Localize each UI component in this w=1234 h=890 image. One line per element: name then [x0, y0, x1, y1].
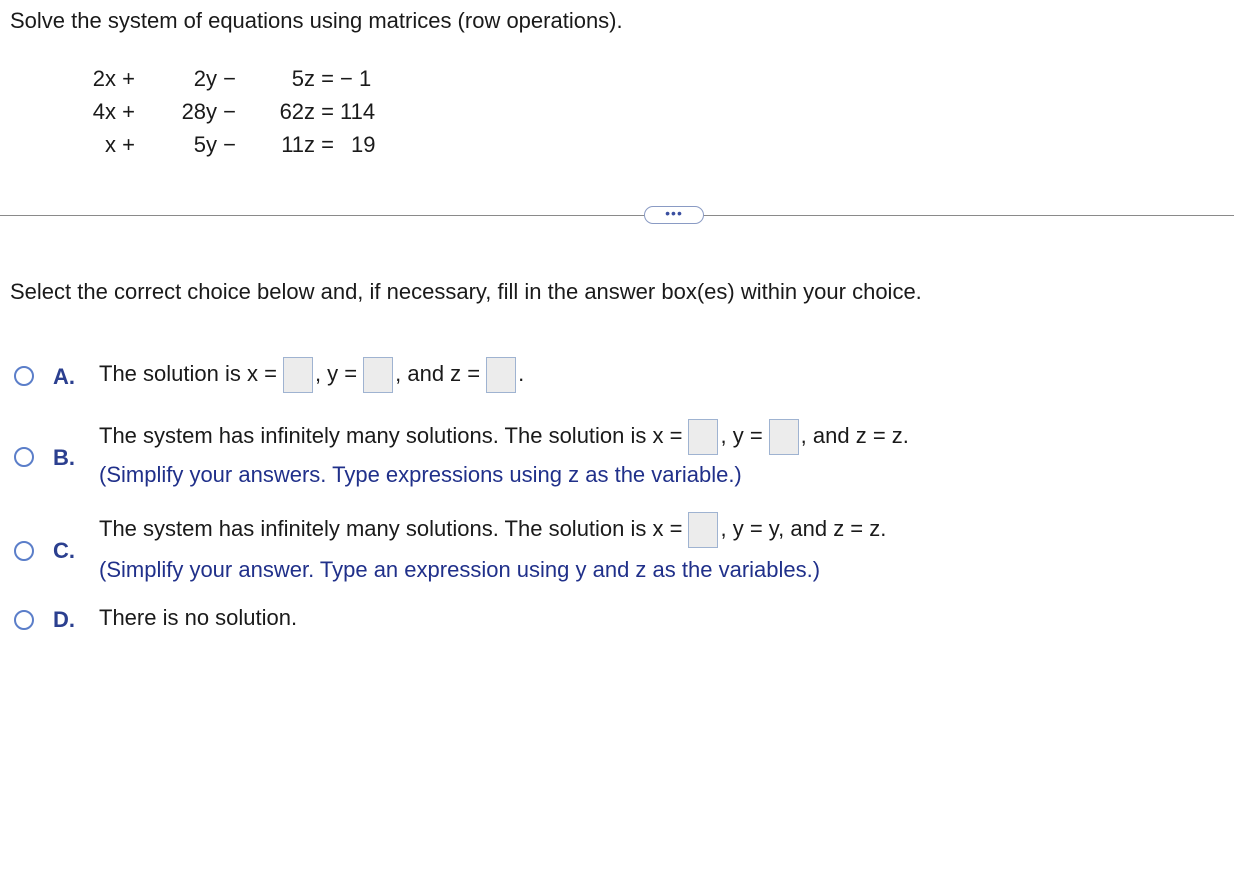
question-title: Solve the system of equations using matrices (row operations). — [10, 8, 623, 33]
choice-b-hint: (Simplify your answers. Type expressions using z as the variable.) — [99, 462, 742, 487]
eq3-rhs: 19 — [351, 132, 376, 157]
choice-a-part1: The solution is x = — [99, 361, 277, 386]
answer-box-b-x[interactable] — [688, 419, 718, 455]
choice-a-letter: A. — [53, 364, 75, 389]
answer-box-a-y[interactable] — [363, 357, 393, 393]
answer-box-b-y[interactable] — [769, 419, 799, 455]
eq2-x-term: 4x + — [92, 99, 135, 124]
choice-a-part3: , and z = — [395, 361, 481, 386]
choice-a-text — [99, 354, 524, 394]
choice-c-radio[interactable] — [14, 541, 34, 561]
choice-c-text — [99, 509, 886, 549]
choice-c-part1: The system has infinitely many solutions. The solution is x = — [99, 516, 683, 541]
choice-b-part3: , and z = z. — [800, 423, 909, 448]
answer-box-a-z[interactable] — [486, 357, 516, 393]
choice-a-part4: . — [518, 361, 525, 386]
choice-c-hint: (Simplify your answer. Type an expression using y and z as the variables.) — [99, 557, 821, 582]
more-options-button[interactable]: ••• — [644, 206, 704, 224]
answer-box-a-x[interactable] — [283, 357, 313, 393]
answer-box-c-x[interactable] — [688, 512, 718, 548]
eq1-x-term: 2x + — [92, 66, 135, 91]
choice-d-letter: D. — [53, 607, 75, 632]
choice-c-part2: , y = y, and z = z. — [720, 516, 887, 541]
choice-b-part1: The system has infinitely many solutions. The solution is x = — [99, 423, 683, 448]
choice-a-radio[interactable] — [14, 366, 34, 386]
eq2-y-term: 28y − — [181, 99, 236, 124]
eq1-rhs: − 1 — [340, 66, 372, 91]
choice-b-part2: , y = — [720, 423, 763, 448]
choice-b-text — [99, 416, 909, 456]
choice-a-part2: , y = — [314, 361, 358, 386]
choice-c-letter: C. — [53, 538, 75, 563]
eq3-z-term: 11z = — [281, 132, 334, 157]
section-divider — [0, 215, 1234, 216]
eq2-z-term: 62z = — [279, 99, 334, 124]
eq1-z-term: 5z = — [291, 66, 334, 91]
eq3-y-term: 5y − — [193, 132, 236, 157]
choice-d-radio[interactable] — [14, 610, 34, 630]
instruction-text: Select the correct choice below and, if necessary, fill in the answer box(es) within your choice. — [10, 279, 922, 304]
eq1-y-term: 2y − — [193, 66, 236, 91]
eq2-rhs: 114 — [340, 99, 376, 124]
choice-b-radio[interactable] — [14, 447, 34, 467]
choice-b-letter: B. — [53, 445, 75, 470]
choice-d-text: There is no solution. — [99, 605, 298, 630]
eq3-x-term: x + — [105, 132, 135, 157]
